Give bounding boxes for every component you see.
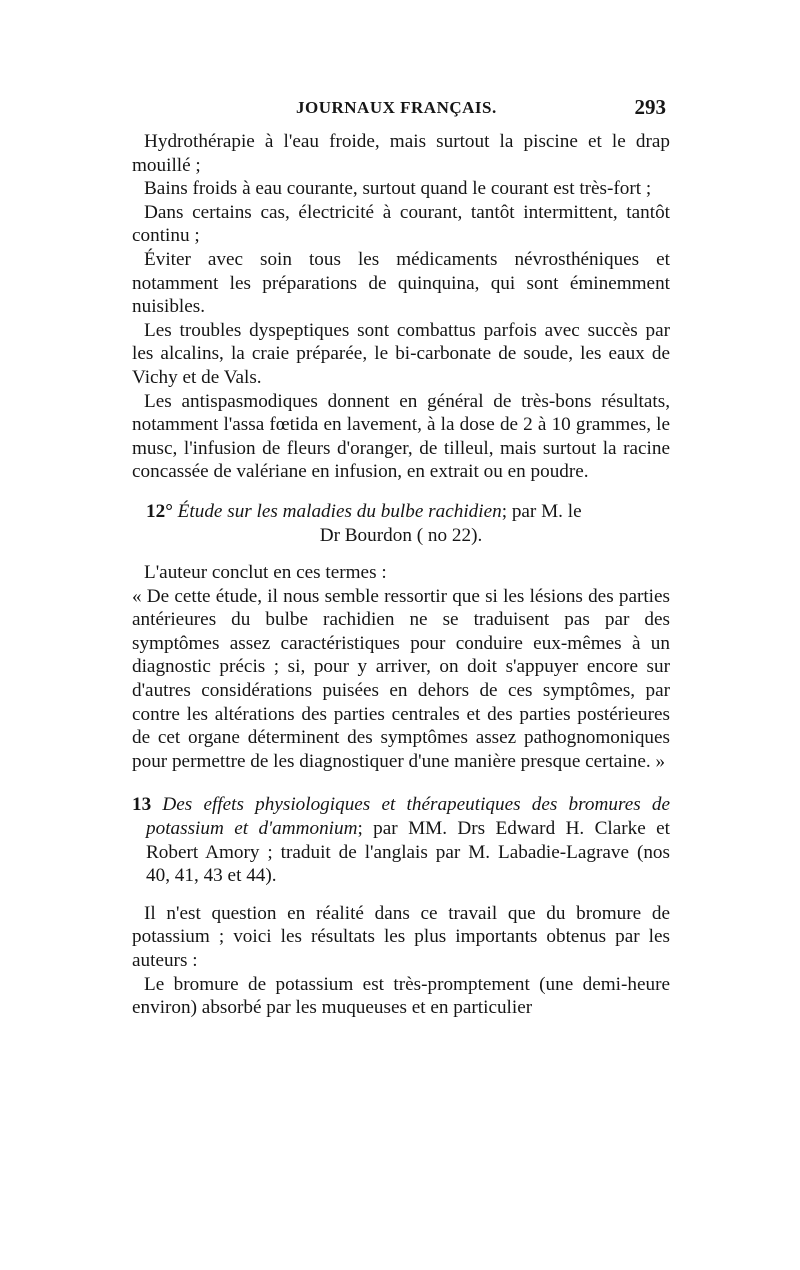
page-number: 293 <box>634 95 666 119</box>
section-heading <box>132 500 670 524</box>
section-byline: ; par MM. Drs Edward H. Clarke et Robert Amory ; traduit de l'anglais par M. Labadie-Lagrave (nos 40, 41, 43 et 44). <box>146 818 671 887</box>
paragraph: Bains froids à eau courante, surtout quand le courant est très-fort ; <box>144 178 652 200</box>
section-number: 13 <box>132 794 152 816</box>
paragraph: Il n'est question en réalité dans ce travail que du bromure de potassium ; voici les résultats les plus importants obtenus par les auteurs : <box>132 902 670 971</box>
section-heading <box>132 793 670 887</box>
paragraph: Hydrothérapie à l'eau froide, mais surtout la piscine et le drap mouillé ; <box>132 131 670 176</box>
paragraph: L'auteur conclut en ces termes : <box>144 562 387 584</box>
section-author: Dr Bourdon ( no 22). <box>319 524 483 546</box>
section-number: 12° <box>146 500 173 522</box>
running-head <box>130 95 670 122</box>
paragraph: Dans certains cas, électricité à courant, tantôt intermittent, tantôt continu ; <box>132 201 670 247</box>
section-title: Des effets physiologiques et thérapeutiques des bromures de potassium et d'ammonium <box>146 794 671 840</box>
section-byline: ; par M. le <box>501 500 582 522</box>
quotation: « De cette étude, il nous semble ressortir que si les lésions des parties antérieures du bulbe rachidien ne se traduisent pas par des symptômes assez caractéristiques pour conduire eux-mêmes à un diagnostic précis ; si, pour y arriver, on doit s'appuyer encore sur d'autres considérations puisées en dehors de ces symptômes, par contre les altérations des parties centrales et des parties postérieures de cet organe déterminent des symptômes assez pathognomoniques pour permettre de les diagnostiquer d'une manière presque certaine. » <box>132 585 670 772</box>
running-title: JOURNAUX FRANÇAIS. <box>296 98 497 117</box>
paragraph: Le bromure de potassium est très-promptement (une demi-heure environ) absorbé par les muqueuses et en particulier <box>132 973 670 1019</box>
paragraph: Éviter avec soin tous les médicaments névrosthéniques et notamment les préparations de quinquina, qui sont éminemment nuisibles. <box>132 248 670 318</box>
body-text <box>132 130 670 1020</box>
paragraph: Les troubles dyspeptiques sont combattus parfois avec succès par les alcalins, la craie préparée, le bi-carbonate de soude, les eaux de Vichy et de Vals. <box>132 319 670 388</box>
section-title: Étude sur les maladies du bulbe rachidien <box>177 500 502 522</box>
paragraph: Les antispasmodiques donnent en général de très-bons résultats, notamment l'assa fœtida en lavement, à la dose de 2 à 10 grammes, le musc, l'infusion de fleurs d'oranger, de tilleul, mais surtout la racine concassée de valériane en infusion, en extrait ou en poudre. <box>132 390 670 483</box>
